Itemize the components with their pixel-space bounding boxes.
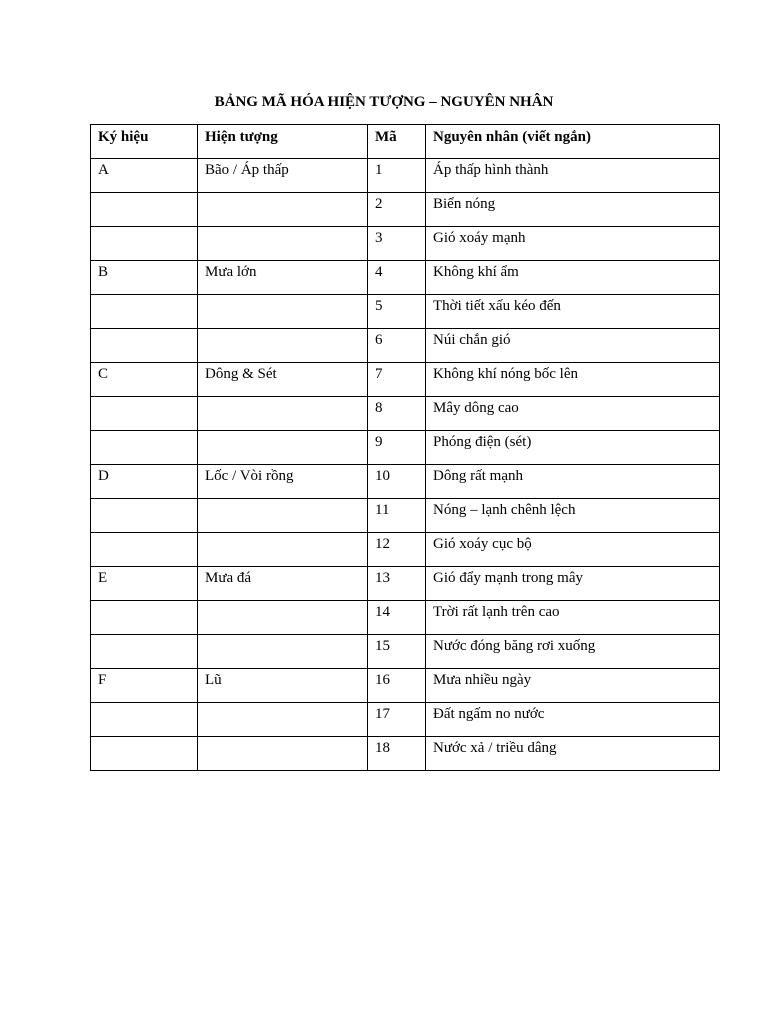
cell-symbol: B	[91, 261, 198, 295]
cell-phenomenon	[198, 635, 368, 669]
cell-symbol: E	[91, 567, 198, 601]
cell-code: 9	[368, 431, 426, 465]
cell-code: 6	[368, 329, 426, 363]
cell-cause: Gió xoáy mạnh	[426, 227, 720, 261]
cell-code: 4	[368, 261, 426, 295]
cell-cause: Không khí nóng bốc lên	[426, 363, 720, 397]
cell-symbol	[91, 295, 198, 329]
cell-symbol	[91, 227, 198, 261]
page-title: BẢNG MÃ HÓA HIỆN TƯỢNG – NGUYÊN NHÂN	[214, 94, 554, 110]
table-row	[91, 567, 720, 601]
cell-cause: Gió đẩy mạnh trong mây	[426, 567, 720, 601]
cell-symbol: A	[91, 159, 198, 193]
cell-code: 11	[368, 499, 426, 533]
table-row	[91, 431, 720, 465]
cell-phenomenon	[198, 431, 368, 465]
cell-code: 5	[368, 295, 426, 329]
cell-cause: Nước xả / triều dâng	[426, 737, 720, 771]
cell-phenomenon	[198, 601, 368, 635]
cell-code: 1	[368, 159, 426, 193]
cell-phenomenon: Dông & Sét	[198, 363, 368, 397]
table-row	[91, 669, 720, 703]
cell-code: 3	[368, 227, 426, 261]
cell-code: 15	[368, 635, 426, 669]
table-header	[91, 125, 720, 159]
cell-cause: Thời tiết xấu kéo đến	[426, 295, 720, 329]
table-row	[91, 465, 720, 499]
cell-symbol	[91, 499, 198, 533]
cell-cause: Nóng – lạnh chênh lệch	[426, 499, 720, 533]
cell-code: 14	[368, 601, 426, 635]
cell-code: 8	[368, 397, 426, 431]
cell-symbol	[91, 635, 198, 669]
cell-phenomenon	[198, 227, 368, 261]
cell-cause: Mưa nhiều ngày	[426, 669, 720, 703]
table-row	[91, 635, 720, 669]
cell-cause: Mây dông cao	[426, 397, 720, 431]
table-row	[91, 227, 720, 261]
cell-cause: Nước đóng băng rơi xuống	[426, 635, 720, 669]
cell-symbol	[91, 533, 198, 567]
cell-phenomenon: Lốc / Vòi rồng	[198, 465, 368, 499]
cell-symbol	[91, 703, 198, 737]
cell-symbol	[91, 329, 198, 363]
cell-code: 17	[368, 703, 426, 737]
table-row	[91, 397, 720, 431]
cell-cause: Áp thấp hình thành	[426, 159, 720, 193]
cell-symbol	[91, 737, 198, 771]
cell-cause: Đất ngấm no nước	[426, 703, 720, 737]
cell-code: 18	[368, 737, 426, 771]
cell-symbol: C	[91, 363, 198, 397]
table-body	[91, 159, 720, 771]
header-cause: Nguyên nhân (viết ngắn)	[426, 125, 720, 159]
header-row	[91, 125, 720, 159]
table-row	[91, 499, 720, 533]
table-row	[91, 601, 720, 635]
table-row	[91, 329, 720, 363]
header-phenomenon: Hiện tượng	[198, 125, 368, 159]
cell-symbol	[91, 601, 198, 635]
header-code: Mã	[368, 125, 426, 159]
cell-phenomenon	[198, 295, 368, 329]
cell-code: 7	[368, 363, 426, 397]
cell-phenomenon	[198, 533, 368, 567]
cell-symbol	[91, 193, 198, 227]
cell-cause: Phóng điện (sét)	[426, 431, 720, 465]
header-symbol: Ký hiệu	[91, 125, 198, 159]
cell-phenomenon	[198, 737, 368, 771]
cell-phenomenon	[198, 329, 368, 363]
cell-cause: Không khí ẩm	[426, 261, 720, 295]
cell-cause: Dông rất mạnh	[426, 465, 720, 499]
table-row	[91, 159, 720, 193]
table-row	[91, 703, 720, 737]
cell-phenomenon: Lũ	[198, 669, 368, 703]
cell-phenomenon	[198, 397, 368, 431]
cell-cause: Biển nóng	[426, 193, 720, 227]
cell-cause: Núi chắn gió	[426, 329, 720, 363]
cell-code: 16	[368, 669, 426, 703]
cell-symbol	[91, 431, 198, 465]
table-row	[91, 363, 720, 397]
cell-symbol: D	[91, 465, 198, 499]
code-table	[90, 124, 720, 771]
cell-code: 10	[368, 465, 426, 499]
cell-phenomenon: Mưa lớn	[198, 261, 368, 295]
cell-phenomenon	[198, 193, 368, 227]
table-row	[91, 295, 720, 329]
cell-symbol	[91, 397, 198, 431]
table-row	[91, 533, 720, 567]
cell-code: 2	[368, 193, 426, 227]
cell-phenomenon	[198, 703, 368, 737]
cell-phenomenon: Mưa đá	[198, 567, 368, 601]
cell-cause: Trời rất lạnh trên cao	[426, 601, 720, 635]
cell-symbol: F	[91, 669, 198, 703]
cell-code: 12	[368, 533, 426, 567]
table-row	[91, 261, 720, 295]
table-row	[91, 193, 720, 227]
table-row	[91, 737, 720, 771]
cell-cause: Gió xoáy cục bộ	[426, 533, 720, 567]
cell-phenomenon	[198, 499, 368, 533]
cell-code: 13	[368, 567, 426, 601]
cell-phenomenon: Bão / Áp thấp	[198, 159, 368, 193]
